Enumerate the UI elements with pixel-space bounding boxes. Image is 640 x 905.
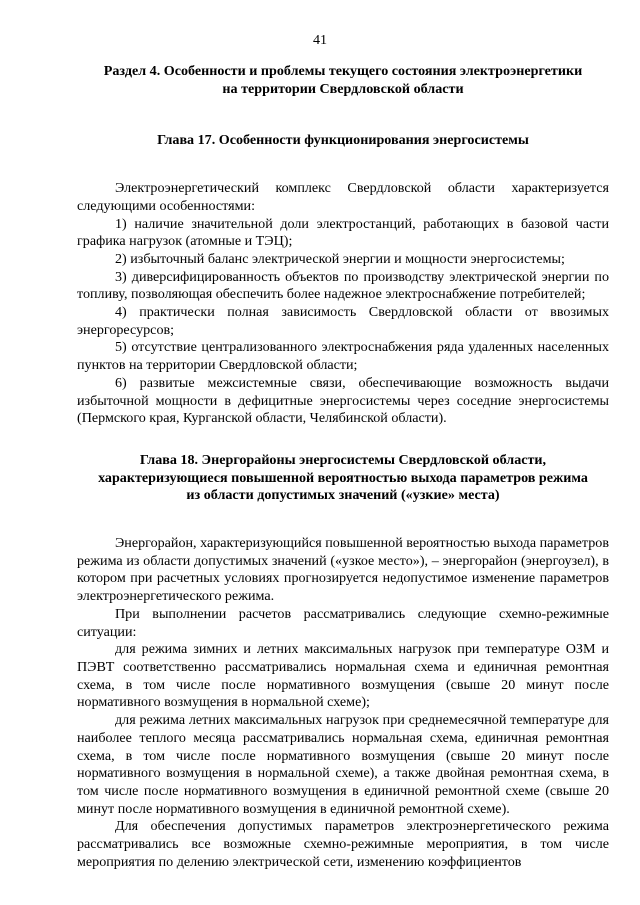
chapter-18-title-line-2: характеризующиеся повышенной вероятностью выхода параметров режима [98,469,588,486]
list-item: 3) диверсифицированность объектов по производству электрической энергии по топливу, позволяющая обеспечить более надежное электроснабжение потребителей; [77,268,609,303]
section-title [77,63,609,98]
chapter-18-title [77,452,609,505]
section-title-line-2: на территории Свердловской области [222,80,464,97]
page-number: 41 [312,32,328,48]
section-title-line-1: Раздел 4. Особенности и проблемы текущего состояния электроэнергетики [103,63,583,79]
list-item: 1) наличие значительной доли электростанций, работающих в базовой части графика нагрузок (атомные и ТЭЦ); [77,215,609,250]
paragraph: для режима летних максимальных нагрузок при среднемесячной температуре для наиболее теплого месяца рассматривались нормальная схема, единичная ремонтная схема, в том числе после нормативного возмущения (свыше 20 минут после нормативного возмущения в нормальной схеме), а также двойная ремонтная схема, в том числе после нормативного возмущения в единичной ремонтной схеме (свыше 20 минут после нормативного возмущения в единичной ремонтной схеме). [77,712,609,817]
chapter-18-title-line-1: Глава 18. Энергорайоны энергосистемы Свердловской области, [139,451,547,468]
chapter-18-body [77,535,609,871]
paragraph: Для обеспечения допустимых параметров электроэнергетического режима рассматривались все возможные схемно-режимные мероприятия, в том числе мероприятия по делению электрической сети, изменению коэффициентов [77,818,609,870]
chapter-17-title: Глава 17. Особенности функционирования энергосистемы [157,132,529,149]
paragraph: Энергорайон, характеризующийся повышенной вероятностью выхода параметров режима из области допустимых значений («узкое место»), – энергорайон (энергоузел), в котором при расчетных условиях прогнозируется недопустимое изменение параметров электроэнергетического режима. [77,535,609,605]
list-item: 6) развитые межсистемные связи, обеспечивающие возможность выдачи избыточной мощности в дефицитные энергосистемы через соседние энергосистемы (Пермского края, Курганской области, Челябинской области). [77,374,609,427]
chapter-18-title-line-3: из области допустимых значений («узкие» места) [186,487,500,504]
paragraph: При выполнении расчетов рассматривались следующие схемно-режимные ситуации: [77,605,609,640]
paragraph: Электроэнергетический комплекс Свердловской области характеризуется следующими особенностями: [77,180,609,214]
list-item: 4) практически полная зависимость Свердловской области от ввозимых энергоресурсов; [77,304,609,338]
page-content [77,63,609,871]
chapter-17-body [77,180,609,428]
paragraph: для режима зимних и летних максимальных нагрузок при температуре ОЗМ и ПЭВТ соответственно рассматривались нормальная схема и единичная ремонтная схема, в том числе после нормативного возмущения (свыше 20 минут после нормативного возмущения в нормальной схеме); [77,641,609,711]
list-item: 2) избыточный баланс электрической энергии и мощности энергосистемы; [115,250,565,267]
list-item: 5) отсутствие централизованного электроснабжения ряда удаленных населенных пунктов на территории Свердловской области; [77,339,609,374]
